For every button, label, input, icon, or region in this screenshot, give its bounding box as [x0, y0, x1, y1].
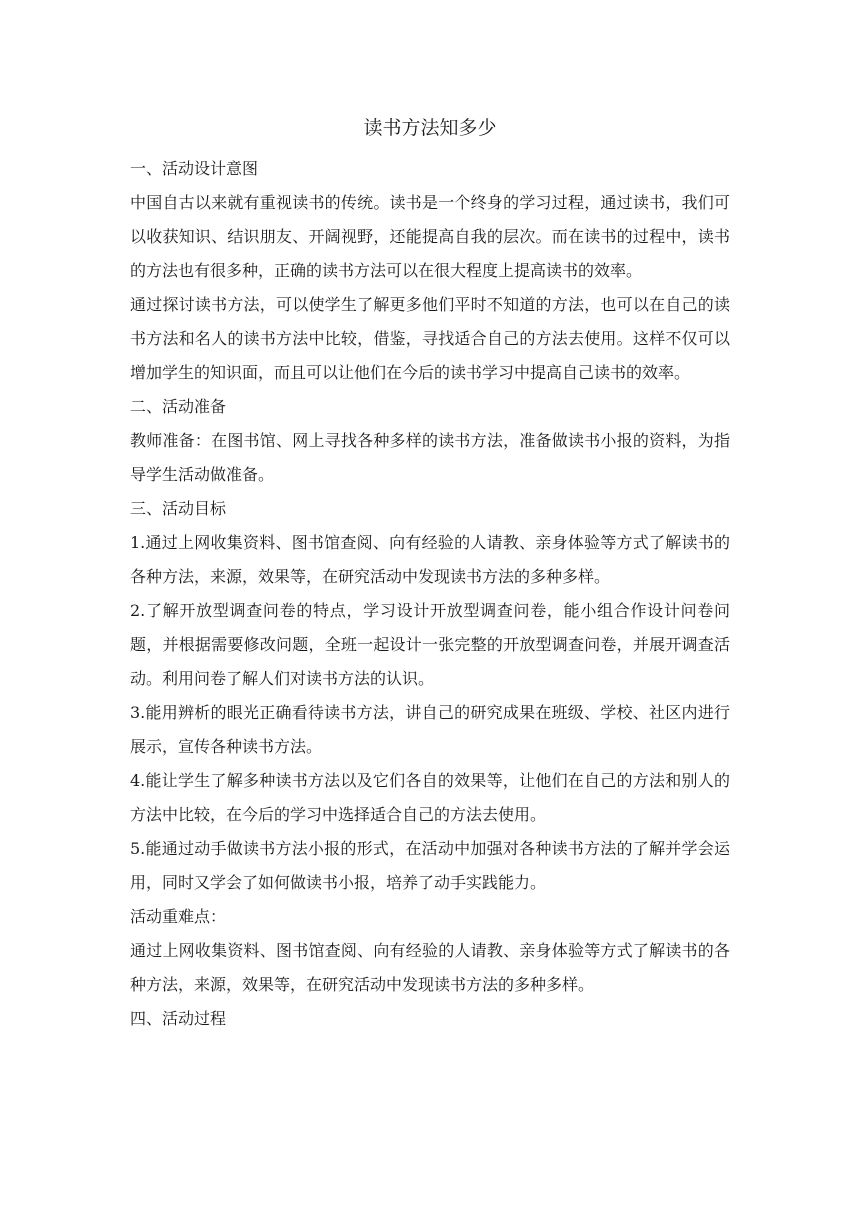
document-title: 读书方法知多少: [363, 117, 497, 139]
key-points-label: 活动重难点：: [130, 907, 227, 926]
goal-item-2: 2.了解开放型调查问卷的特点，学习设计开放型调查问卷，能小组合作设计问卷问题，并根据需要修改问题，全班一起设计一张完整的开放型调查问卷，并展开调查活动。利用问卷了解人们对读书方法的认识。: [130, 601, 730, 688]
goal-item-3: 3.能用辨析的眼光正确看待读书方法，讲自己的研究成果在班级、学校、社区内进行展示，宣传各种读书方法。: [130, 703, 730, 756]
goal-item-4: 4.能让学生了解多种读书方法以及它们各自的效果等，让他们在自己的方法和别人的方法中比较，在今后的学习中选择适合自己的方法去使用。: [130, 771, 730, 824]
document-body: [130, 152, 730, 1036]
paragraph-intent-2: 通过探讨读书方法，可以使学生了解更多他们平时不知道的方法，也可以在自己的读书方法和名人的读书方法中比较，借鉴，寻找适合自己的方法去使用。这样不仅可以增加学生的知识面，而且可以让他们在今后的读书学习中提高自己读书的效率。: [130, 295, 730, 382]
section-heading-process: 四、活动过程: [130, 1009, 227, 1028]
section-heading-goals: 三、活动目标: [130, 499, 227, 518]
key-points-text: 通过上网收集资料、图书馆查阅、向有经验的人请教、亲身体验等方式了解读书的各种方法，来源，效果等，在研究活动中发现读书方法的多种多样。: [130, 941, 730, 994]
goal-item-5: 5.能通过动手做读书方法小报的形式，在活动中加强对各种读书方法的了解并学会运用，同时又学会了如何做读书小报，培养了动手实践能力。: [130, 839, 730, 892]
section-heading-intent: 一、活动设计意图: [130, 159, 259, 178]
goal-item-1: 1.通过上网收集资料、图书馆查阅、向有经验的人请教、亲身体验等方式了解读书的各种方法，来源，效果等，在研究活动中发现读书方法的多种多样。: [130, 533, 730, 586]
section-heading-preparation: 二、活动准备: [130, 397, 227, 416]
paragraph-intent-1: 中国自古以来就有重视读书的传统。读书是一个终身的学习过程，通过读书，我们可以收获知识、结识朋友、开阔视野，还能提高自我的层次。而在读书的过程中，读书的方法也有很多种，正确的读书方法可以在很大程度上提高读书的效率。: [130, 193, 730, 280]
paragraph-preparation: 教师准备：在图书馆、网上寻找各种多样的读书方法，准备做读书小报的资料，为指导学生活动做准备。: [130, 431, 730, 484]
